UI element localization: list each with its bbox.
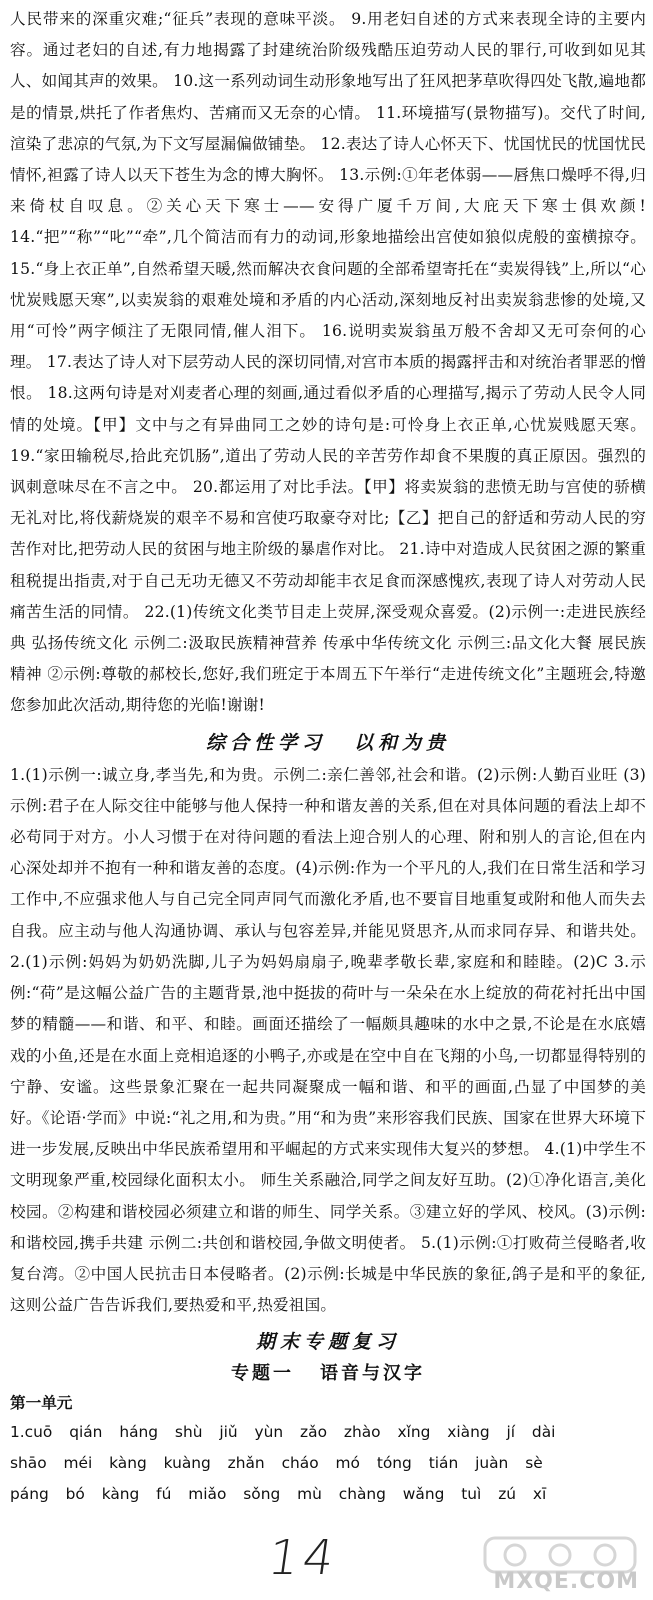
watermark-text: MXQE.COM	[493, 1569, 639, 1594]
section-title-right: 以和为贵	[354, 731, 451, 754]
answer-page	[10, 4, 646, 1510]
section-title-left: 综合性学习	[205, 731, 326, 754]
topic-name: 语音与汉字	[320, 1363, 425, 1385]
topic-number: 专题一	[231, 1363, 294, 1385]
topic-title	[10, 1359, 646, 1389]
unit-title: 第一单元	[10, 1394, 73, 1413]
section-title-comprehensive-study	[10, 728, 646, 758]
answer-paragraph-harmony: 1.(1)示例一:诚立身,孝当先,和为贵。示例二:亲仁善邻,社会和谐。(2)示例:人勤百业旺 (3)示例:君子在人际交往中能够与他人保持一种和谐友善的关系,但在对具体问题的看法上却不必苟同于对方。小人习惯于在对待问题的看法上迎合别人的心理、附和别人的言论,但在内心深处却并不抱有一种和谐友善的态度。(4)示例:作为一个平凡的人,我们在日常生活和学习工作中,不应强求他人与自己完全同声同气而激化矛盾,也不要盲目地重复或附和他人而失去自我。应主动与他人沟通协调、承认与包容差异,并能见贤思齐,从而求同存异、和谐共处。 2.(1)示例:妈妈为奶奶洗脚,儿子为妈妈扇扇子,晚辈孝敬长辈,家庭和和睦睦。(2)C 3.示例:“荷”是这幅公益广告的主题背景,池中挺拔的荷叶与一朵朵在水上绽放的荷花衬托出中国梦的精髓——和谐、和平、和睦。画面还描绘了一幅颇具趣味的水中之景,不论是在水底嬉戏的小鱼,还是在水面上竞相追逐的小鸭子,亦或是在空中自在飞翔的小鸟,一切都显得特别的宁静、安谧。这些景象汇聚在一起共同凝聚成一幅和谐、和平的画面,凸显了中国梦的美好。《论语·学而》中说:“礼之用,和为贵。”用“和为贵”来形容我们民族、国家在世界大环境下进一步发展,反映出中华民族希望用和平崛起的方式来实现伟大复兴的梦想。 4.(1)中学生不文明现象严重,校园绿化面积太小。 师生关系融洽,同学之间友好互助。(2)①净化语言,美化校园。②构建和谐校园必须建立和谐的师生、同学关系。③建立好的学风、校风。(3)示例:和谐校园,携手共建 示例二:共创和谐校园,争做文明使者。 5.(1)示例:①打败荷兰侵略者,收复台湾。②中国人民抗击日本侵略者。(2)示例:长城是中华民族的象征,鸽子是和平的象征,这则公益广告告诉我们,要热爱和平,热爱祖国。	[10, 765, 646, 1315]
page-number: 14	[264, 1530, 342, 1586]
pinyin-line: shāo méi kàng kuàng zhǎn cháo mó tóng tián juàn sè	[10, 1454, 543, 1473]
pinyin-line: 1.cuō qián háng shù jiǔ yùn zǎo zhào xǐng xiàng jí dài	[10, 1423, 556, 1442]
pinyin-line: páng bó kàng fú miǎo sǒng mù chàng wǎng tuì zú xī	[10, 1485, 547, 1504]
watermark-logo	[475, 1532, 645, 1596]
answer-paragraph-poems: 人民带来的深重灾难;“征兵”表现的意味平淡。 9.用老妇自述的方式来表现全诗的主要内容。通过老妇的自述,有力地揭露了封建统治阶级残酷压迫劳动人民的罪行,可收到如见其人、如闻其声的效果。 10.这一系列动词生动形象地写出了狂风把茅草吹得四处飞散,遍地都是的情景,烘托了作者焦灼、苦痛而又无奈的心情。 11.环境描写(景物描写)。交代了时间,渲染了悲凉的气氛,为下文写屋漏偏做铺垫。 12.表达了诗人心怀天下、忧国忧民的忧国忧民情怀,袒露了诗人以天下苍生为念的博大胸怀。 13.示例:①年老体弱——唇焦口燥呼不得,归来倚杖自叹息。②关心天下寒士——安得广厦千万间,大庇天下寒士俱欢颜! 14.“把”“称”“叱”“牵”,几个简洁而有力的动词,形象地描绘出宫使如狼似虎般的蛮横掠夺。 15.“身上衣正单”,自然希望天暖,然而解决衣食问题的全部希望寄托在“卖炭得钱”上,所以“心忧炭贱愿天寒”,以卖炭翁的艰难处境和矛盾的内心活动,深刻地反衬出卖炭翁悲惨的处境,又用“可怜”两字倾注了无限同情,催人泪下。 16.说明卖炭翁虽万般不舍却又无可奈何的心理。 17.表达了诗人对下层劳动人民的深切同情,对宫市本质的揭露抨击和对统治者罪恶的憎恨。 18.这两句诗是对刈麦者心理的刻画,通过看似矛盾的心理描写,揭示了劳动人民令人同情的处境。【甲】文中与之有异曲同工之妙的诗句是:可怜身上衣正单,心忧炭贱愿天寒。 19.“家田输税尽,拾此充饥肠”,道出了劳动人民的辛苦劳作却食不果腹的真正原因。强烈的讽刺意味尽在不言之中。 20.都运用了对比手法。【甲】将卖炭翁的悲愤无助与宫使的骄横无礼对比,将伐薪烧炭的艰辛不易和宫使巧取豪夺对比;【乙】把自己的舒适和劳动人民的穷苦作对比,把劳动人民的贫困与地主阶级的暴虐作对比。 21.诗中对造成人民贫困之源的繁重租税提出指责,对于自己无功无德又不劳动却能丰衣足食而深感愧疚,表现了诗人对劳动人民痛苦生活的同情。 22.(1)传统文化类节目走上荧屏,深受观众喜爱。(2)示例一:走进民族经典 弘扬传统文化 示例二:汲取民族精神营养 传承中华传统文化 示例三:品文化大餐 展民族精神 ②示例:尊敬的郝校长,您好,我们班定于本周五下午举行“走进传统文化”主题班会,特邀您参加此次活动,期待您的光临!谢谢!	[10, 10, 646, 715]
review-title: 期末专题复习	[255, 1331, 400, 1354]
